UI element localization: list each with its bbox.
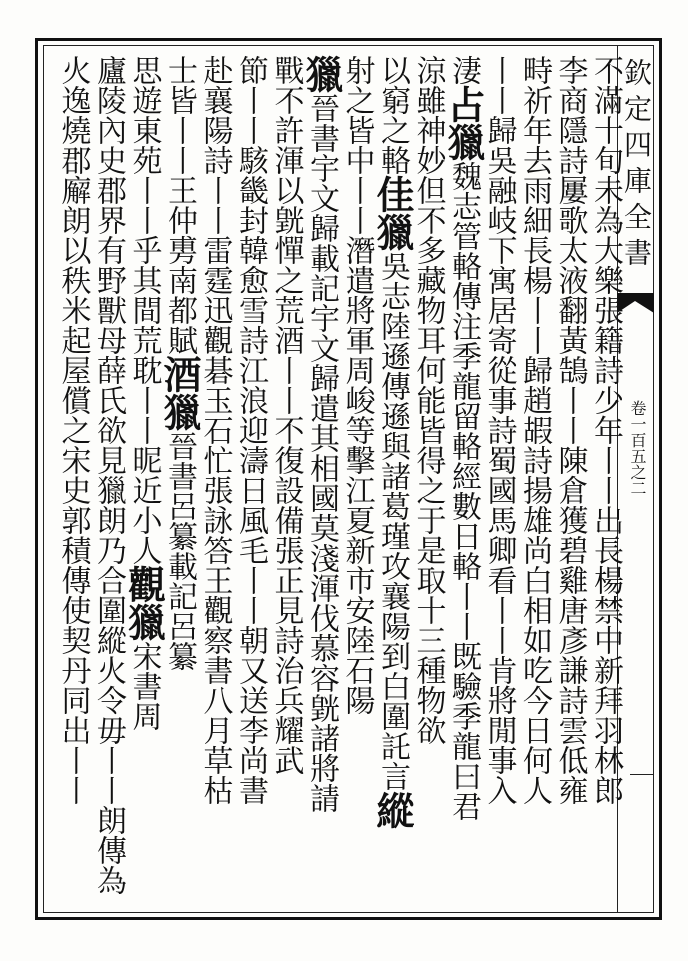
text-column	[588, 55, 622, 905]
column-text: 丨丨潛遣將軍周峻等擊江夏新市安陸石陽	[339, 175, 375, 715]
column-text: 戰不許渾以皝憚之荒酒丨丨不復設備張正見詩治兵耀武	[268, 55, 304, 775]
column-text: 射之皆中	[339, 55, 375, 175]
column-text: 思遊東苑丨丨乎其間	[126, 55, 162, 325]
column-text: 荒耽丨丨昵近小人	[126, 325, 162, 565]
entry-heading: 佳獵	[370, 175, 415, 251]
column-text: 士皆丨丨王仲旉南都賦	[162, 55, 197, 355]
column-text: 淒	[446, 55, 481, 85]
book-title: 欽定四庫全書	[620, 58, 653, 274]
column-text: 晉書呂纂載記呂纂	[162, 431, 197, 671]
volume-number: 卷一百五之二	[628, 400, 647, 496]
entry-heading: 獵	[299, 55, 344, 93]
entry-heading: 縱	[370, 791, 415, 829]
column-text: 畤祈年去雨細長楊丨丨歸趙嘏詩揚雄尚白相如吃今日何人	[517, 55, 552, 805]
text-column	[121, 55, 167, 905]
text-column	[370, 55, 415, 905]
column-text: 以窮之輅	[375, 55, 410, 175]
column-text: 丨丨歸吳融岐下寓居寄從事詩蜀國馬卿看丨丨肯將閒事入	[481, 55, 517, 805]
column-text: 廬陵內史郡界有野獸母薛氏欲見獵朗乃合圍縱火令毋丨丨	[91, 55, 126, 805]
text-column	[482, 55, 516, 905]
text-column	[411, 55, 445, 905]
column-text: 魏志管輅傳注季龍留輅經數日輅丨丨既驗季龍曰君	[446, 161, 481, 821]
column-text: 丨丨出長楊禁中新拜羽林郎	[588, 445, 623, 805]
text-column	[441, 55, 486, 905]
text-column	[157, 55, 202, 905]
text-column	[233, 55, 267, 905]
column-text: 涼雖神妙但不多藏物耳何能皆得之于是取十三種物欲	[410, 55, 446, 745]
column-text: 吳志陸遜傳遜與諸葛瑾攻襄陽到白圍託言	[375, 251, 410, 791]
text-column	[517, 55, 551, 905]
text-column	[56, 55, 90, 905]
entry-heading: 觀獵	[121, 565, 167, 641]
entry-heading: 占獵	[441, 85, 486, 161]
column-text: 宋書周	[126, 641, 162, 731]
text-column	[91, 55, 125, 905]
column-text: 晉書宇文歸載記宇文歸遣其相國莫淺渾伐慕容皝諸將請	[304, 93, 339, 813]
text-column	[299, 55, 344, 905]
text-column	[340, 55, 374, 905]
column-text: 朗傳為	[91, 805, 126, 895]
column-text: 火逸燒郡廨朗以秩米起屋償之宋史郭積傳使契丹同出丨丨	[55, 55, 91, 805]
text-column	[198, 55, 232, 905]
column-text: 節丨丨駭畿封韓愈雪詩江浪迎濤日風毛丨丨朝又送李尚書	[233, 55, 268, 805]
entry-heading: 酒獵	[157, 355, 202, 431]
column-text: 李商隱詩屢歌太液翻黃鵠丨丨陳倉獲碧雞唐彥謙詩雲低雍	[552, 55, 588, 805]
text-column	[269, 55, 303, 905]
column-text: 不滿十旬未為大樂張籍詩少年	[588, 55, 623, 445]
column-text: 赴襄陽詩丨丨雷霆迅觀碁玉石忙張詠答王觀察書八月草枯	[197, 55, 233, 805]
text-column	[553, 55, 587, 905]
margin-tick	[630, 774, 654, 775]
